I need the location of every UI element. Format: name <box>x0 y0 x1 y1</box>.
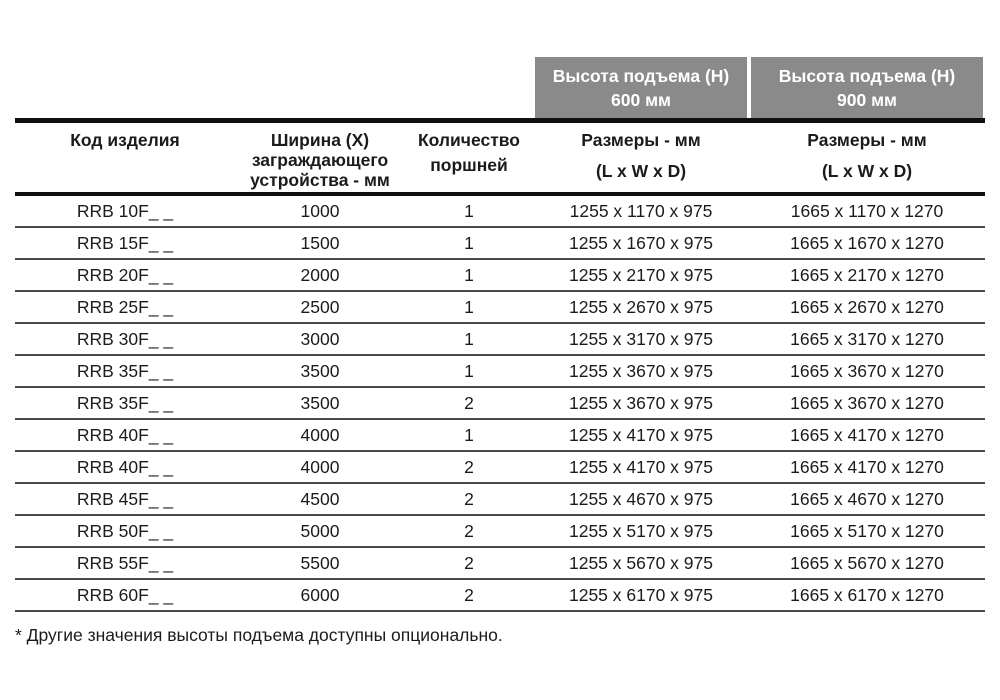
cell-dimensions-900: 1665 x 6170 x 1270 <box>790 585 944 605</box>
footnote: * Другие значения высоты подъема доступны опционально. <box>15 625 503 645</box>
table-row <box>15 324 985 356</box>
cell-product-code: RRB 35F_ _ <box>76 361 174 381</box>
cell-width: 3000 <box>300 329 340 349</box>
column-header-dimensions-600: Размеры - мм (L x W x D) <box>581 130 701 181</box>
cell-product-code: RRB 30F_ _ <box>76 329 174 349</box>
cell-piston-count: 1 <box>464 297 474 317</box>
cell-piston-count: 2 <box>464 521 474 541</box>
cell-piston-count: 1 <box>464 233 474 253</box>
cell-product-code: RRB 20F_ _ <box>76 265 174 285</box>
group-header-title: Высота подъема (H) <box>552 65 730 86</box>
cell-piston-count: 1 <box>464 329 474 349</box>
column-header-row <box>15 123 985 192</box>
cell-dimensions-600: 1255 x 4170 x 975 <box>568 425 713 445</box>
table-row <box>15 196 985 228</box>
cell-dimensions-600: 1255 x 1170 x 975 <box>569 201 713 221</box>
cell-dimensions-600: 1255 x 3170 x 975 <box>568 329 713 349</box>
cell-dimensions-600: 1255 x 4170 x 975 <box>568 457 713 477</box>
table-row <box>15 420 985 452</box>
cell-dimensions-900: 1665 x 2170 x 1270 <box>790 265 944 285</box>
group-header-title: Высота подъема (H) <box>778 65 956 86</box>
table-row <box>15 452 985 484</box>
cell-product-code: RRB 60F_ _ <box>76 585 174 605</box>
cell-piston-count: 2 <box>464 457 474 477</box>
group-header-lift-height-600 <box>535 57 747 118</box>
cell-product-code: RRB 55F_ _ <box>76 553 174 573</box>
cell-piston-count: 2 <box>464 393 474 413</box>
cell-piston-count: 1 <box>464 425 474 445</box>
cell-width: 4500 <box>300 489 340 509</box>
cell-product-code: RRB 40F_ _ <box>76 457 174 477</box>
cell-width: 5000 <box>300 521 340 541</box>
cell-dimensions-600: 1255 x 3670 x 975 <box>568 393 713 413</box>
group-header-row <box>15 57 985 118</box>
cell-piston-count: 2 <box>464 585 474 605</box>
cell-dimensions-600: 1255 x 3670 x 975 <box>568 361 713 381</box>
cell-dimensions-900: 1665 x 4670 x 1270 <box>790 489 944 509</box>
cell-piston-count: 1 <box>464 265 474 285</box>
cell-dimensions-900: 1665 x 3670 x 1270 <box>790 393 944 413</box>
cell-piston-count: 1 <box>464 361 474 381</box>
table-row <box>15 484 985 516</box>
cell-width: 1500 <box>300 233 340 253</box>
cell-width: 3500 <box>300 361 340 381</box>
cell-dimensions-900: 1665 x 3670 x 1270 <box>790 361 944 381</box>
cell-product-code: RRB 15F_ _ <box>76 233 174 253</box>
cell-dimensions-600: 1255 x 6170 x 975 <box>568 585 713 605</box>
table-body <box>15 196 985 612</box>
cell-product-code: RRB 25F_ _ <box>76 297 174 317</box>
cell-product-code: RRB 35F_ _ <box>76 393 174 413</box>
cell-dimensions-600: 1255 x 4670 x 975 <box>568 489 713 509</box>
table-row <box>15 260 985 292</box>
cell-piston-count: 1 <box>464 201 474 221</box>
cell-piston-count: 2 <box>464 553 474 573</box>
cell-dimensions-600: 1255 x 2170 x 975 <box>568 265 713 285</box>
table-row <box>15 580 985 612</box>
cell-dimensions-900: 1665 x 1170 x 1270 <box>790 201 944 221</box>
group-header-value: 900 мм <box>837 89 897 110</box>
column-header-piston-count: Количество поршней <box>418 130 520 175</box>
cell-width: 1000 <box>300 201 340 221</box>
cell-dimensions-600: 1255 x 2670 x 975 <box>568 297 713 317</box>
group-header-lift-height-900 <box>751 57 983 118</box>
group-header-spacer <box>15 57 533 118</box>
cell-width: 3500 <box>300 393 340 413</box>
cell-dimensions-900: 1665 x 3170 x 1270 <box>790 329 944 349</box>
column-header-dimensions-900: Размеры - мм (L x W x D) <box>807 130 927 181</box>
cell-dimensions-600: 1255 x 5670 x 975 <box>568 553 713 573</box>
table-row <box>15 516 985 548</box>
table-row <box>15 356 985 388</box>
cell-width: 4000 <box>300 457 340 477</box>
cell-width: 6000 <box>300 585 340 605</box>
group-header-value: 600 мм <box>611 89 671 110</box>
cell-width: 2500 <box>300 297 340 317</box>
cell-width: 2000 <box>300 265 340 285</box>
cell-dimensions-900: 1665 x 4170 x 1270 <box>790 425 944 445</box>
cell-product-code: RRB 45F_ _ <box>76 489 174 509</box>
table-row <box>15 228 985 260</box>
cell-product-code: RRB 40F_ _ <box>76 425 174 445</box>
cell-dimensions-600: 1255 x 1670 x 975 <box>568 233 713 253</box>
table-row <box>15 388 985 420</box>
cell-product-code: RRB 10F_ _ <box>76 201 174 221</box>
cell-dimensions-900: 1665 x 5170 x 1270 <box>790 521 944 541</box>
product-spec-table <box>15 57 985 646</box>
cell-dimensions-600: 1255 x 5170 x 975 <box>568 521 713 541</box>
cell-product-code: RRB 50F_ _ <box>76 521 174 541</box>
cell-dimensions-900: 1665 x 1670 x 1270 <box>790 233 944 253</box>
cell-dimensions-900: 1665 x 2670 x 1270 <box>790 297 944 317</box>
table-row <box>15 548 985 580</box>
cell-width: 4000 <box>300 425 340 445</box>
column-header-width: Ширина (X) заграждающего устройства - мм <box>250 130 390 190</box>
cell-dimensions-900: 1665 x 4170 x 1270 <box>790 457 944 477</box>
cell-piston-count: 2 <box>464 489 474 509</box>
column-header-product-code: Код изделия <box>70 130 180 150</box>
cell-width: 5500 <box>300 553 340 573</box>
table-row <box>15 292 985 324</box>
cell-dimensions-900: 1665 x 5670 x 1270 <box>790 553 944 573</box>
